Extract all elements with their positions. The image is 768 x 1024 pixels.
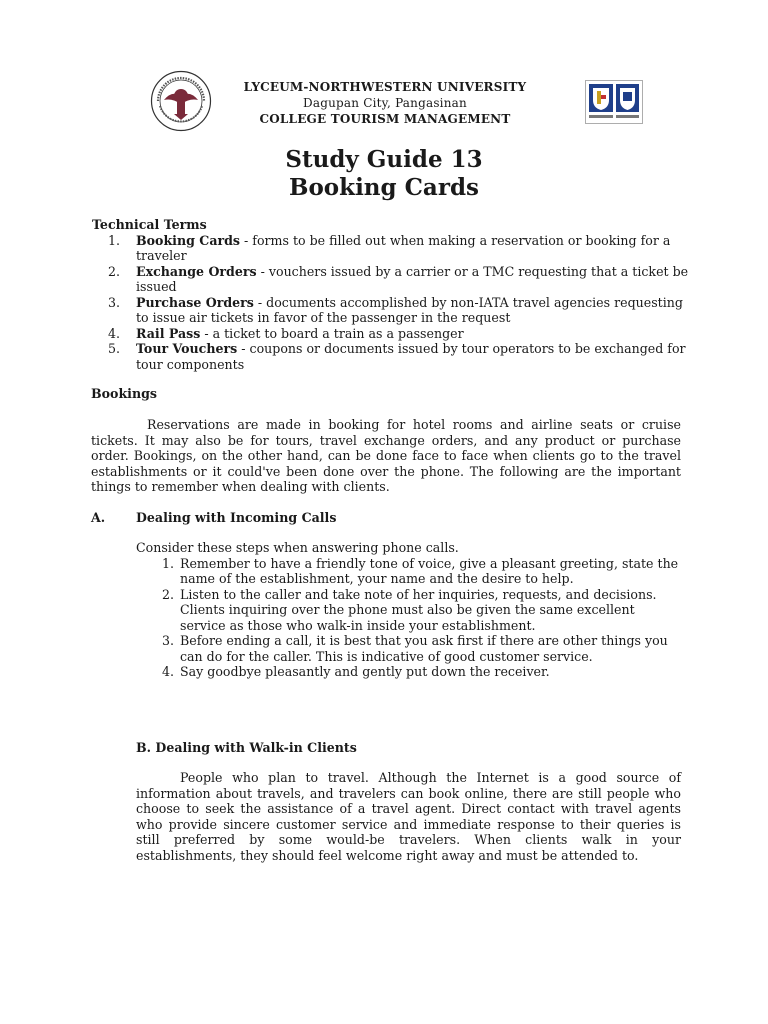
bookings-paragraph: [91, 417, 681, 495]
walk-in-paragraph-text: People who plan to travel. Although the Internet is a good source of information about travels, and travelers can book online, there are still people who choose to seek the assistance of a travel agent. Direct contact with travel agents who provide sincere customer service and immediate response to their queries is still preferred by some would-be travelers. When clients walk in your establishments, they should feel welcome right away and must be attended to.: [136, 770, 681, 863]
term-item: [92, 233, 692, 264]
step-number: 3.: [161, 633, 174, 648]
term-definition: - vouchers issued by a carrier or a TMC requesting that a ticket be issued: [136, 263, 689, 294]
title-line-2: Booking Cards: [289, 174, 479, 201]
term-name: Booking Cards: [136, 232, 241, 248]
term-number: 1.: [107, 232, 120, 248]
walk-in-paragraph: [136, 770, 681, 863]
university-city: Dagupan City, Pangasinan: [303, 96, 467, 110]
term-number: 4.: [107, 325, 120, 341]
term-definition: - forms to be filled out when making a reservation or booking for a traveler: [136, 232, 671, 263]
institution-header: [200, 79, 570, 127]
technical-terms-heading: Technical Terms: [92, 217, 207, 232]
technical-terms-list: [92, 233, 692, 373]
term-name: Tour Vouchers: [136, 341, 238, 356]
incoming-calls-steps: [136, 556, 681, 680]
step-number: 1.: [161, 555, 174, 571]
term-name: Rail Pass: [136, 325, 201, 341]
term-item: [92, 295, 692, 326]
term-number: 3.: [107, 294, 120, 310]
step-text: Listen to the caller and take note of her inquiries, requests, and decisions. Clients inquiring over the phone must also be given the same excellent service as those who walk-in inside your establishment.: [180, 586, 657, 633]
step-text: Remember to have a friendly tone of voice, give a pleasant greeting, state the name of the establishment, your name and the desire to help.: [180, 555, 679, 586]
term-definition: - a ticket to board a train as a passenger: [200, 325, 464, 341]
study-guide-title: [0, 146, 768, 202]
certification-logo: [585, 80, 643, 124]
title-line-1: Study Guide 13: [285, 146, 483, 173]
walk-in-heading: B. Dealing with Walk-in Clients: [136, 740, 357, 755]
university-name: LYCEUM-NORTHWESTERN UNIVERSITY: [243, 80, 527, 94]
term-item: [92, 341, 692, 372]
incoming-calls-intro: Consider these steps when answering phone calls.: [136, 540, 459, 555]
step-number: 2.: [161, 586, 174, 602]
call-step-item: [136, 556, 681, 587]
call-step-item: [136, 664, 681, 680]
bookings-paragraph-text: Reservations are made in booking for hotel rooms and airline seats or cruise tickets. It may also be for tours, travel exchange orders, and any product or purchase order. Bookings, on the other hand, can be done face to face when clients go to the travel establishments or it could've been done over the phone. The following are the important things to remember when dealing with clients.: [91, 417, 681, 494]
step-text: Before ending a call, it is best that you ask first if there are other things you can do for the caller. This is indicative of good customer service.: [180, 633, 668, 664]
incoming-calls-letter: A.: [91, 510, 106, 525]
technical-terms-section: [92, 217, 692, 372]
call-step-item: [136, 587, 681, 634]
term-number: 2.: [107, 263, 120, 279]
step-number: 4.: [161, 664, 174, 679]
step-text: Say goodbye pleasantly and gently put down the receiver.: [180, 664, 550, 679]
term-definition: - documents accomplished by non-IATA travel agencies requesting to issue air tickets in favor of the passenger in the request: [136, 294, 683, 325]
college-name: COLLEGE TOURISM MANAGEMENT: [259, 112, 511, 126]
term-number: 5.: [107, 341, 120, 356]
call-step-item: [136, 633, 681, 664]
term-name: Exchange Orders: [136, 263, 257, 279]
term-item: [92, 326, 692, 342]
incoming-calls-section: [136, 540, 681, 680]
incoming-calls-heading: Dealing with Incoming Calls: [136, 510, 337, 525]
bookings-heading: Bookings: [91, 386, 158, 401]
term-name: Purchase Orders: [136, 294, 254, 310]
term-item: [92, 264, 692, 295]
term-definition: - coupons or documents issued by tour operators to be exchanged for tour components: [136, 341, 686, 372]
